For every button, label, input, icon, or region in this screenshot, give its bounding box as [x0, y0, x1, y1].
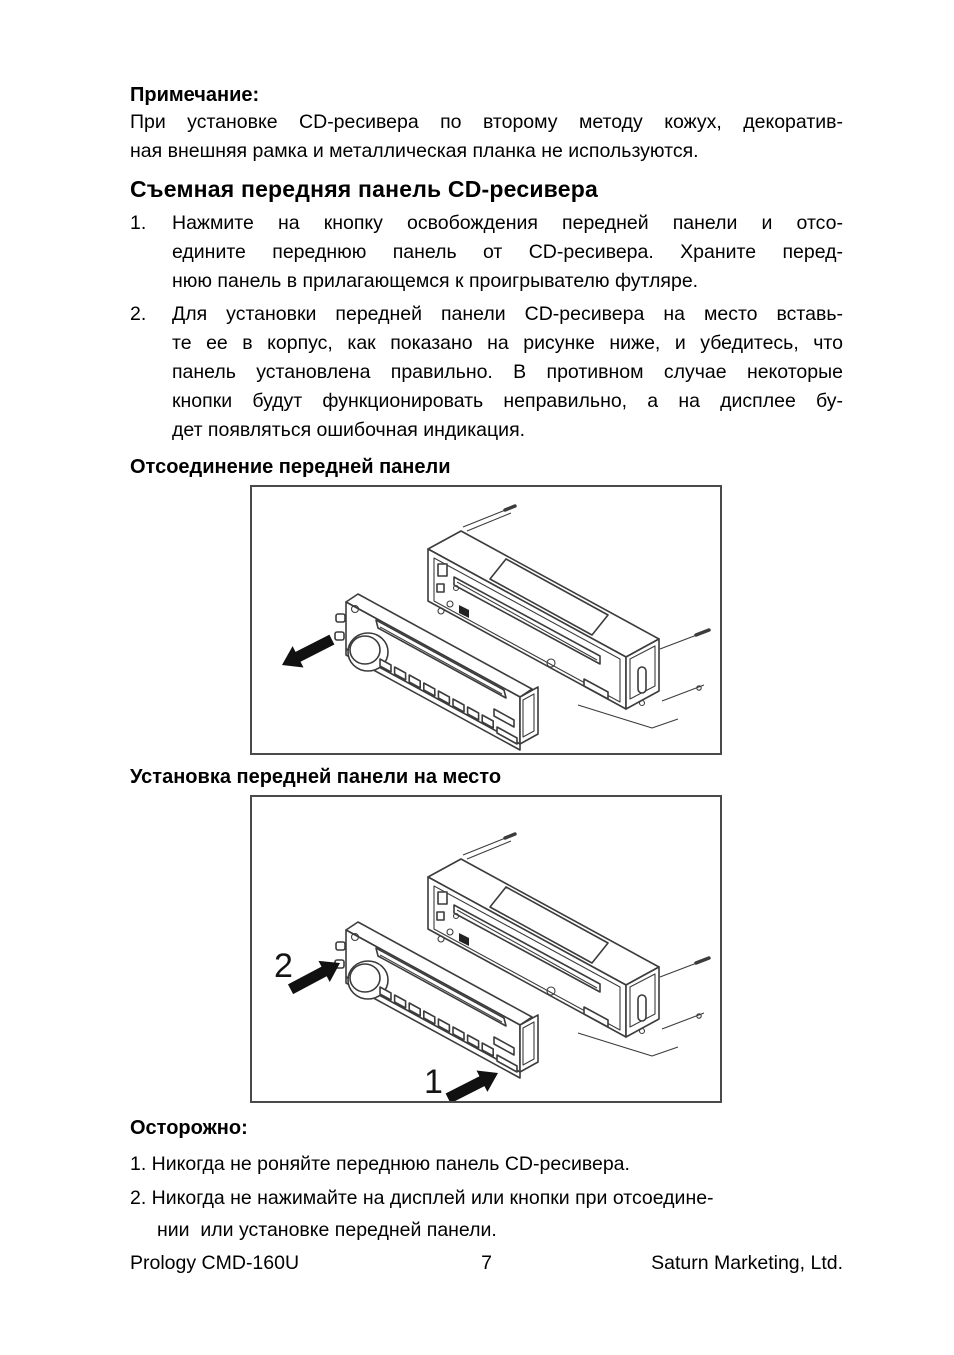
- page-content: [130, 0, 843, 1245]
- page-footer: [130, 1252, 843, 1275]
- list-item-text: [172, 300, 843, 445]
- note-paragraph: [130, 108, 843, 166]
- caution-heading: Осторожно:: [130, 1117, 248, 1139]
- list-item-2: [130, 300, 843, 445]
- caution-line-2-cont: нии или установке передней панели.: [157, 1219, 497, 1241]
- step-2-label: 2: [274, 947, 293, 985]
- figure-attach-panel: [250, 795, 722, 1103]
- detach-panel-illustration: [252, 487, 720, 753]
- text-line: дет появляться ошибочная индикация.: [172, 419, 526, 441]
- text-line: панель установлена правильно. В противном случае некоторые: [172, 361, 843, 383]
- figure1-title: Отсоединение передней панели: [130, 456, 451, 478]
- section-title: Съемная передняя панель CD-ресивера: [130, 176, 598, 202]
- caution-line-2: 2. Никогда не нажимайте на дисплей или кнопки при отсоедине-: [130, 1187, 714, 1209]
- pull-direction-arrow-icon: [277, 629, 338, 676]
- step-1-label: 1: [424, 1063, 443, 1101]
- caution-section: [130, 1115, 843, 1245]
- list-item-text: [172, 209, 843, 296]
- list-item-number: 1.: [130, 212, 147, 234]
- list-item-number: 2.: [130, 303, 147, 325]
- footer-model: Prology CMD-160U: [130, 1252, 300, 1274]
- text-line: кнопки будут функционировать неправильно, а на дисплее бу-: [172, 390, 843, 412]
- footer-company: Saturn Marketing, Ltd.: [651, 1252, 844, 1274]
- caution-line-1: 1. Никогда не роняйте переднюю панель CD-ресивера.: [130, 1153, 630, 1175]
- text-line: нюю панель в прилагающемся к проигрывателю футляре.: [172, 270, 699, 292]
- list-item-1: [130, 209, 843, 296]
- note-line: ная внешняя рамка и металлическая планка не используются.: [130, 140, 699, 162]
- figure-detach-panel: [250, 485, 722, 755]
- text-line: те ее в корпус, как показано на рисунке ниже, и убедитесь, что: [172, 332, 843, 354]
- text-line: едините переднюю панель от CD-ресивера. Храните перед-: [172, 241, 843, 263]
- text-line: Для установки передней панели CD-ресивера на место вставь-: [172, 303, 843, 325]
- figure2-title: Установка передней панели на место: [130, 766, 502, 788]
- text-line: Нажмите на кнопку освобождения передней панели и отсо-: [172, 212, 843, 234]
- note-heading: Примечание:: [130, 84, 260, 106]
- attach-panel-illustration: [252, 797, 720, 1101]
- footer-page-number: 7: [481, 1252, 492, 1274]
- note-line: При установке CD-ресивера по второму методу кожух, декоратив-: [130, 111, 843, 133]
- step-1-arrow-icon: [443, 1062, 504, 1101]
